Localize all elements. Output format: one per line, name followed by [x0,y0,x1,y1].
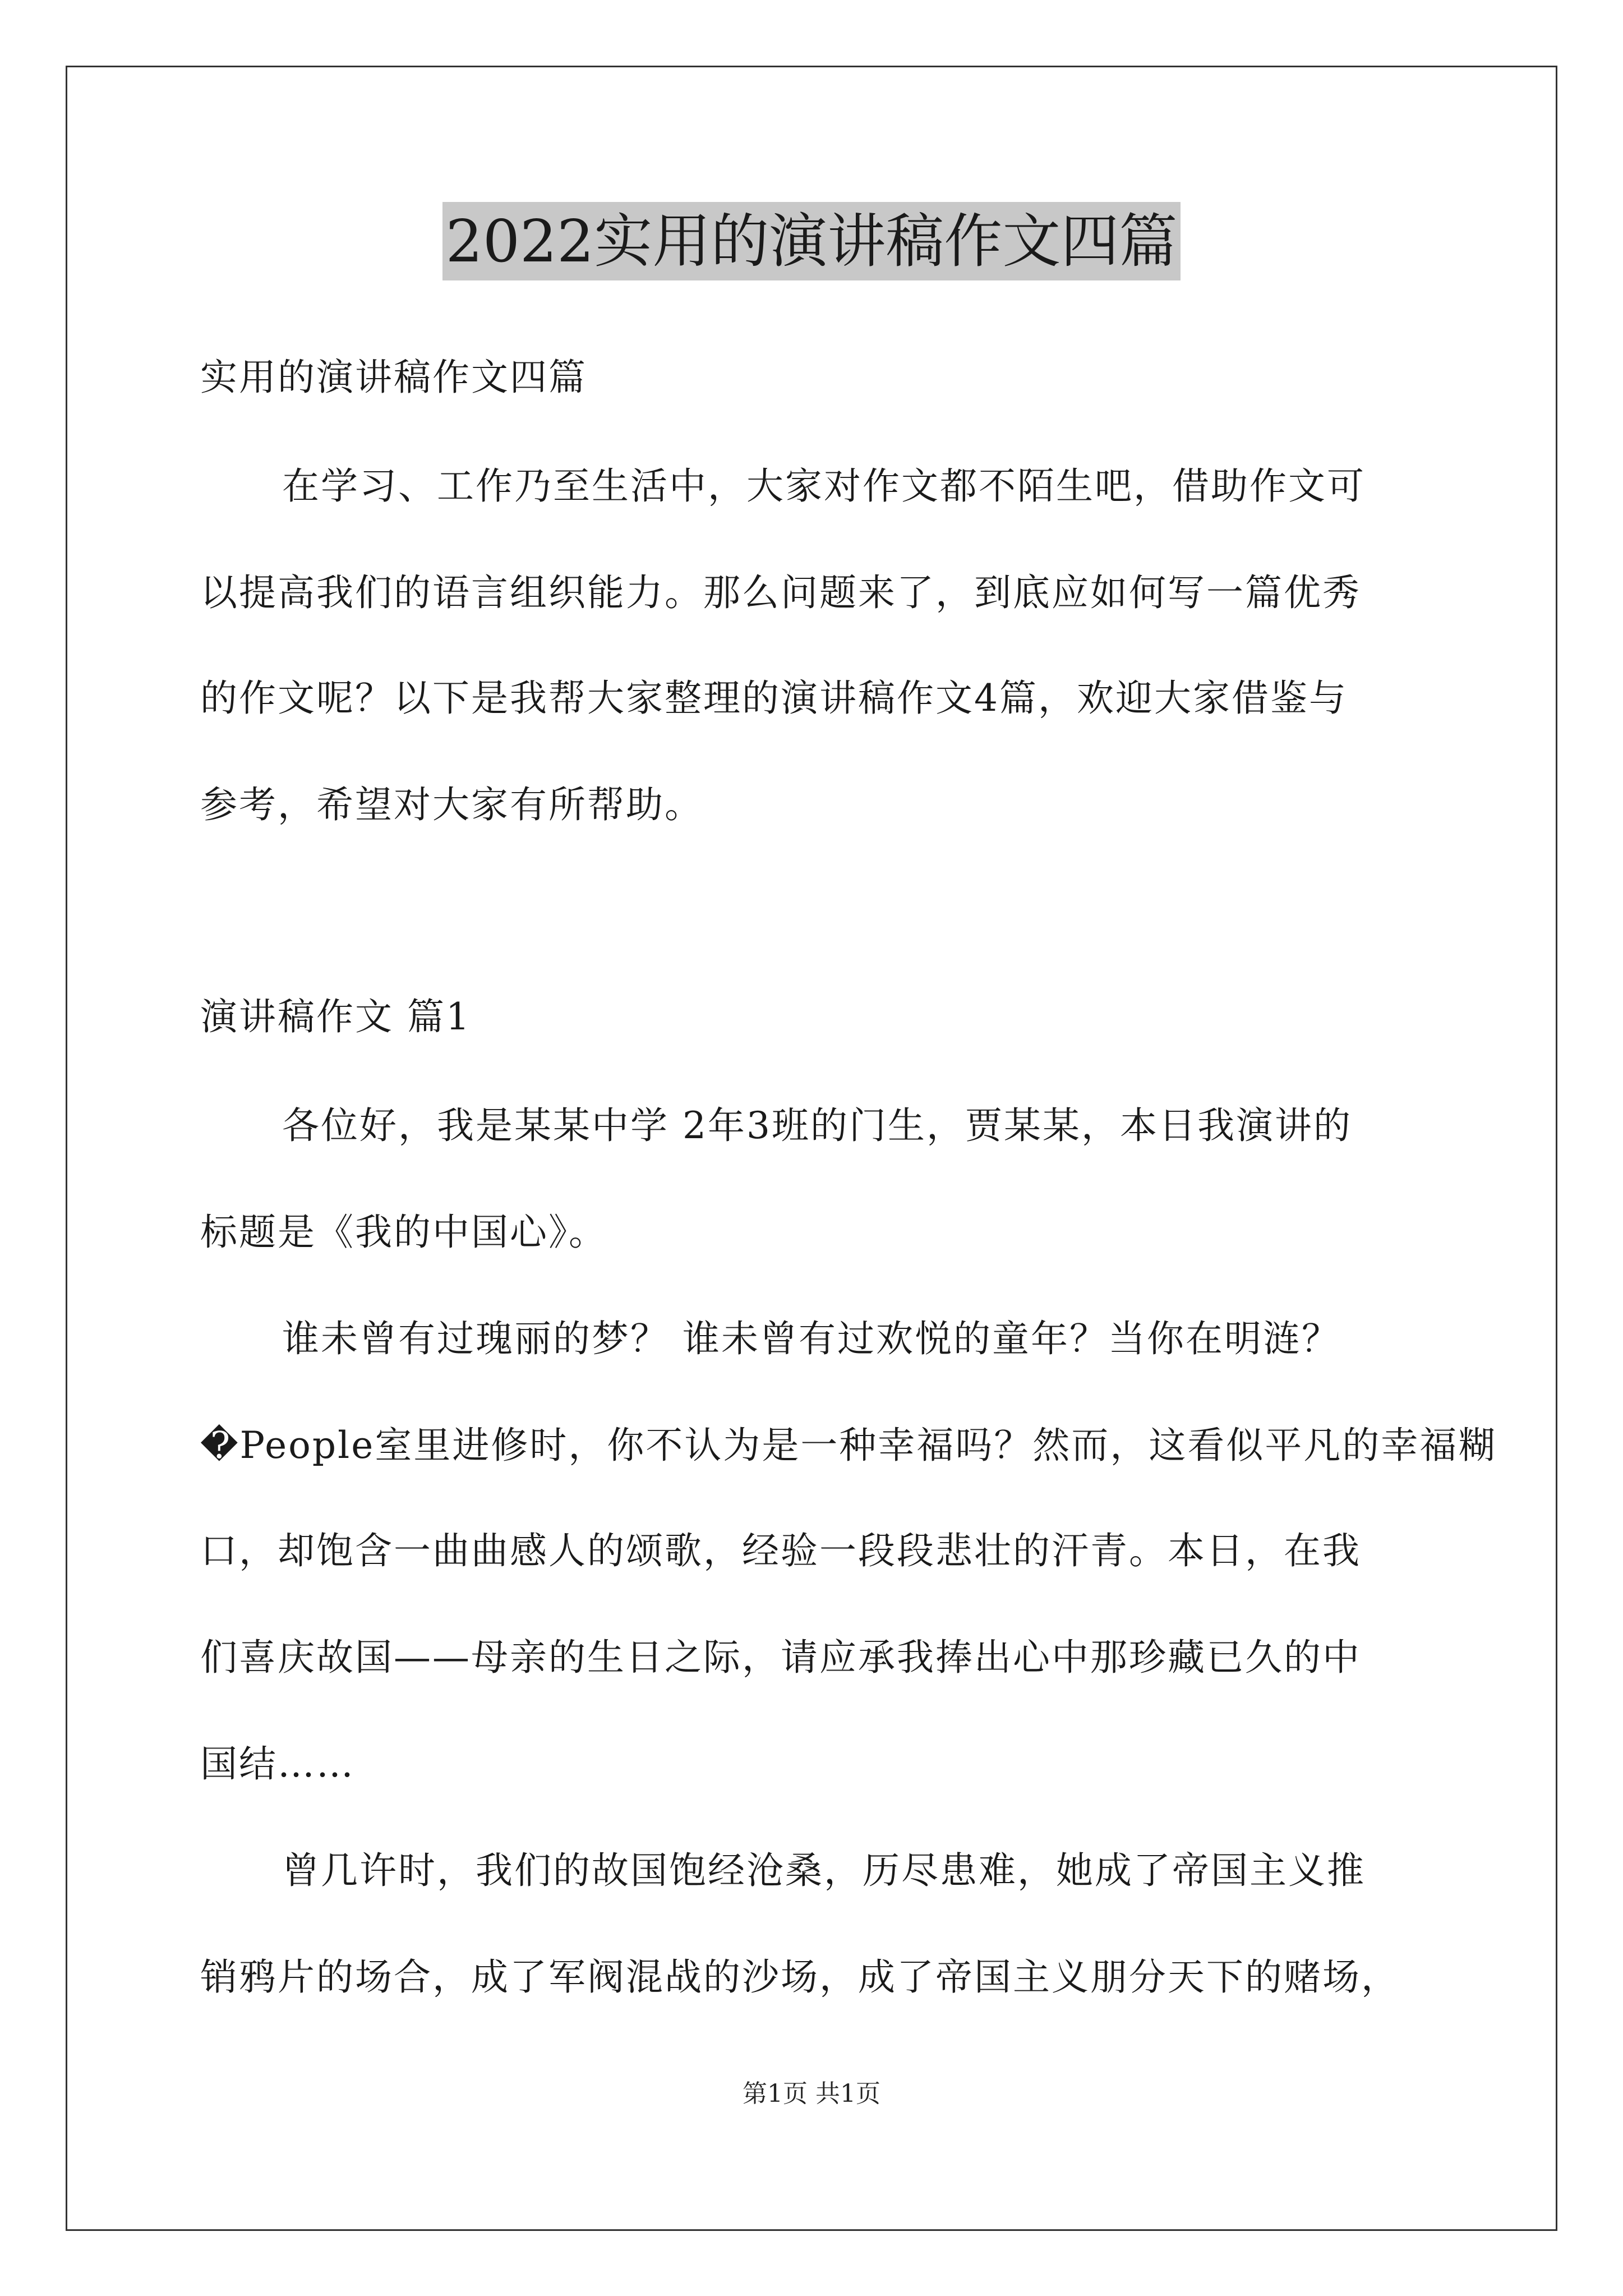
para3-line-1: 曾几许时，我们的故国饱经沧桑，历尽患难，她成了帝国主义推 [282,1849,1366,1892]
document-subtitle: 实用的演讲稿作文四篇 [200,356,587,399]
intro-line-1: 在学习、工作乃至生活中，大家对作文都不陌生吧，借助作文可 [282,464,1366,508]
document-title: 2022实用的演讲稿作文四篇 [442,202,1181,280]
para1-line-1: 各位好，我是某某中学 2年3班的门生，贾某某，本日我演讲的 [282,1104,1352,1147]
page-footer: 第1页 共1页 [743,2079,880,2108]
section-heading: 演讲稿作文 篇1 [200,995,471,1038]
para1-line-2: 标题是《我的中国心》。 [200,1211,607,1254]
para3-line-2: 销鸦片的场合，成了军阀混战的沙场，成了帝国主义朋分天下的赌场， [200,1955,1400,1999]
para2-line-3: 口，却饱含一曲曲感人的颂歌，经验一段段悲壮的汗青。本日，在我 [200,1529,1361,1572]
para2-line-4: 们喜庆故国——母亲的生日之际，请应承我捧出心中那珍藏已久的中 [200,1636,1361,1679]
intro-line-3: 的作文呢？以下是我帮大家整理的演讲稿作文4篇，欢迎大家借鉴与 [200,677,1348,720]
title-container [0,202,1623,280]
para2-line-2: �People室里进修时，你不认为是一种幸福吗？然而，这看似平凡的幸福糊 [200,1424,1497,1467]
intro-line-4: 参考，希望对大家有所帮助。 [200,783,703,826]
para2-line-5: 国结…… [200,1742,355,1786]
para2-line-1: 谁未曾有过瑰丽的梦？ 谁未曾有过欢悦的童年？当你在明涟？ [282,1317,1340,1360]
intro-line-2: 以提高我们的语言组织能力。那么问题来了，到底应如何写一篇优秀 [200,571,1361,614]
